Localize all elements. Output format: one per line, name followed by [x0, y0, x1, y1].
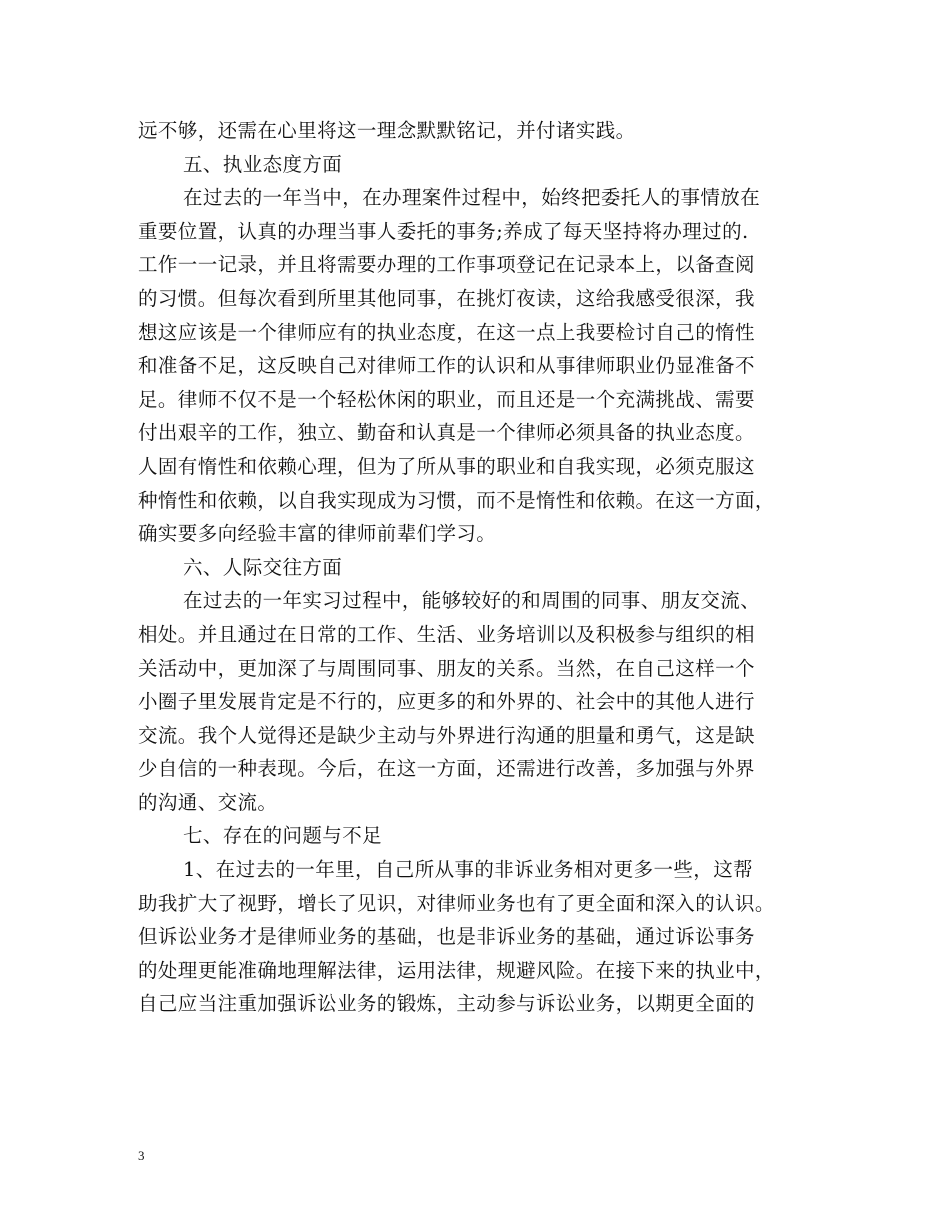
text-line: 相处。并且通过在日常的工作、生活、业务培训以及积极参与组织的相: [138, 622, 755, 646]
text-line: 六、人际交往方面: [183, 555, 343, 579]
text-line: 助我扩大了视野，增长了见识，对律师业务也有了更全面和深入的认识。: [138, 891, 775, 915]
text-line: 想这应该是一个律师应有的执业态度，在这一点上我要检讨自己的惰性: [138, 320, 755, 344]
text-line: 在过去的一年当中，在办理案件过程中，始终把委托人的事情放在: [183, 186, 761, 210]
text-line: 五、执业态度方面: [183, 152, 343, 176]
text-line: 关活动中，更加深了与周围同事、朋友的关系。当然，在自己这样一个: [138, 656, 755, 680]
text-line: 在过去的一年实习过程中，能够较好的和周围的同事、朋友交流、: [183, 589, 761, 613]
text-line: 确实要多向经验丰富的律师前辈们学习。: [138, 522, 497, 546]
text-line: 交流。我个人觉得还是缺少主动与外界进行沟通的胆量和勇气，这是缺: [138, 723, 755, 747]
text-line: 付出艰辛的工作，独立、勤奋和认真是一个律师必须具备的执业态度。: [138, 421, 755, 445]
document-body: [138, 114, 828, 1021]
text-line: 工作一一记录，并且将需要办理的工作事项登记在记录本上，以备查阅: [138, 253, 755, 277]
text-line: 的习惯。但每次看到所里其他同事，在挑灯夜读，这给我感受很深，我: [138, 286, 755, 310]
text-line: 的处理更能准确地理解法律，运用法律，规避风险。在接下来的执业中，: [138, 958, 775, 982]
text-line: 小圈子里发展肯定是不行的，应更多的和外界的、社会中的其他人进行: [138, 690, 755, 714]
text-line: 种惰性和依赖，以自我实现成为习惯，而不是惰性和依赖。在这一方面，: [138, 488, 775, 512]
text-line: 足。律师不仅不是一个轻松休闲的职业，而且还是一个充满挑战、需要: [138, 387, 755, 411]
text-line: 重要位置，认真的办理当事人委托的事务;养成了每天坚持将办理过的.: [138, 219, 749, 243]
text-line: 少自信的一种表现。今后，在这一方面，还需进行改善，多加强与外界: [138, 757, 755, 781]
text-line: 自己应当注重加强诉讼业务的锻炼，主动参与诉讼业务，以期更全面的: [138, 992, 755, 1016]
text-line: 和准备不足，这反映自己对律师工作的认识和从事律师职业仍显准备不: [138, 354, 755, 378]
text-line: 的沟通、交流。: [138, 790, 278, 814]
text-line: 但诉讼业务才是律师业务的基础，也是非诉业务的基础，通过诉讼事务: [138, 925, 755, 949]
text-line: 七、存在的问题与不足: [183, 824, 383, 848]
text-line: 远不够，还需在心里将这一理念默默铭记，并付诸实践。: [138, 119, 636, 142]
page-number: 3: [138, 1148, 145, 1163]
text-line: 人固有惰性和依赖心理，但为了所从事的职业和自我实现，必须克服这: [138, 454, 755, 478]
text-line: 1、在过去的一年里，自己所从事的非诉业务相对更多一些，这帮: [183, 858, 754, 882]
